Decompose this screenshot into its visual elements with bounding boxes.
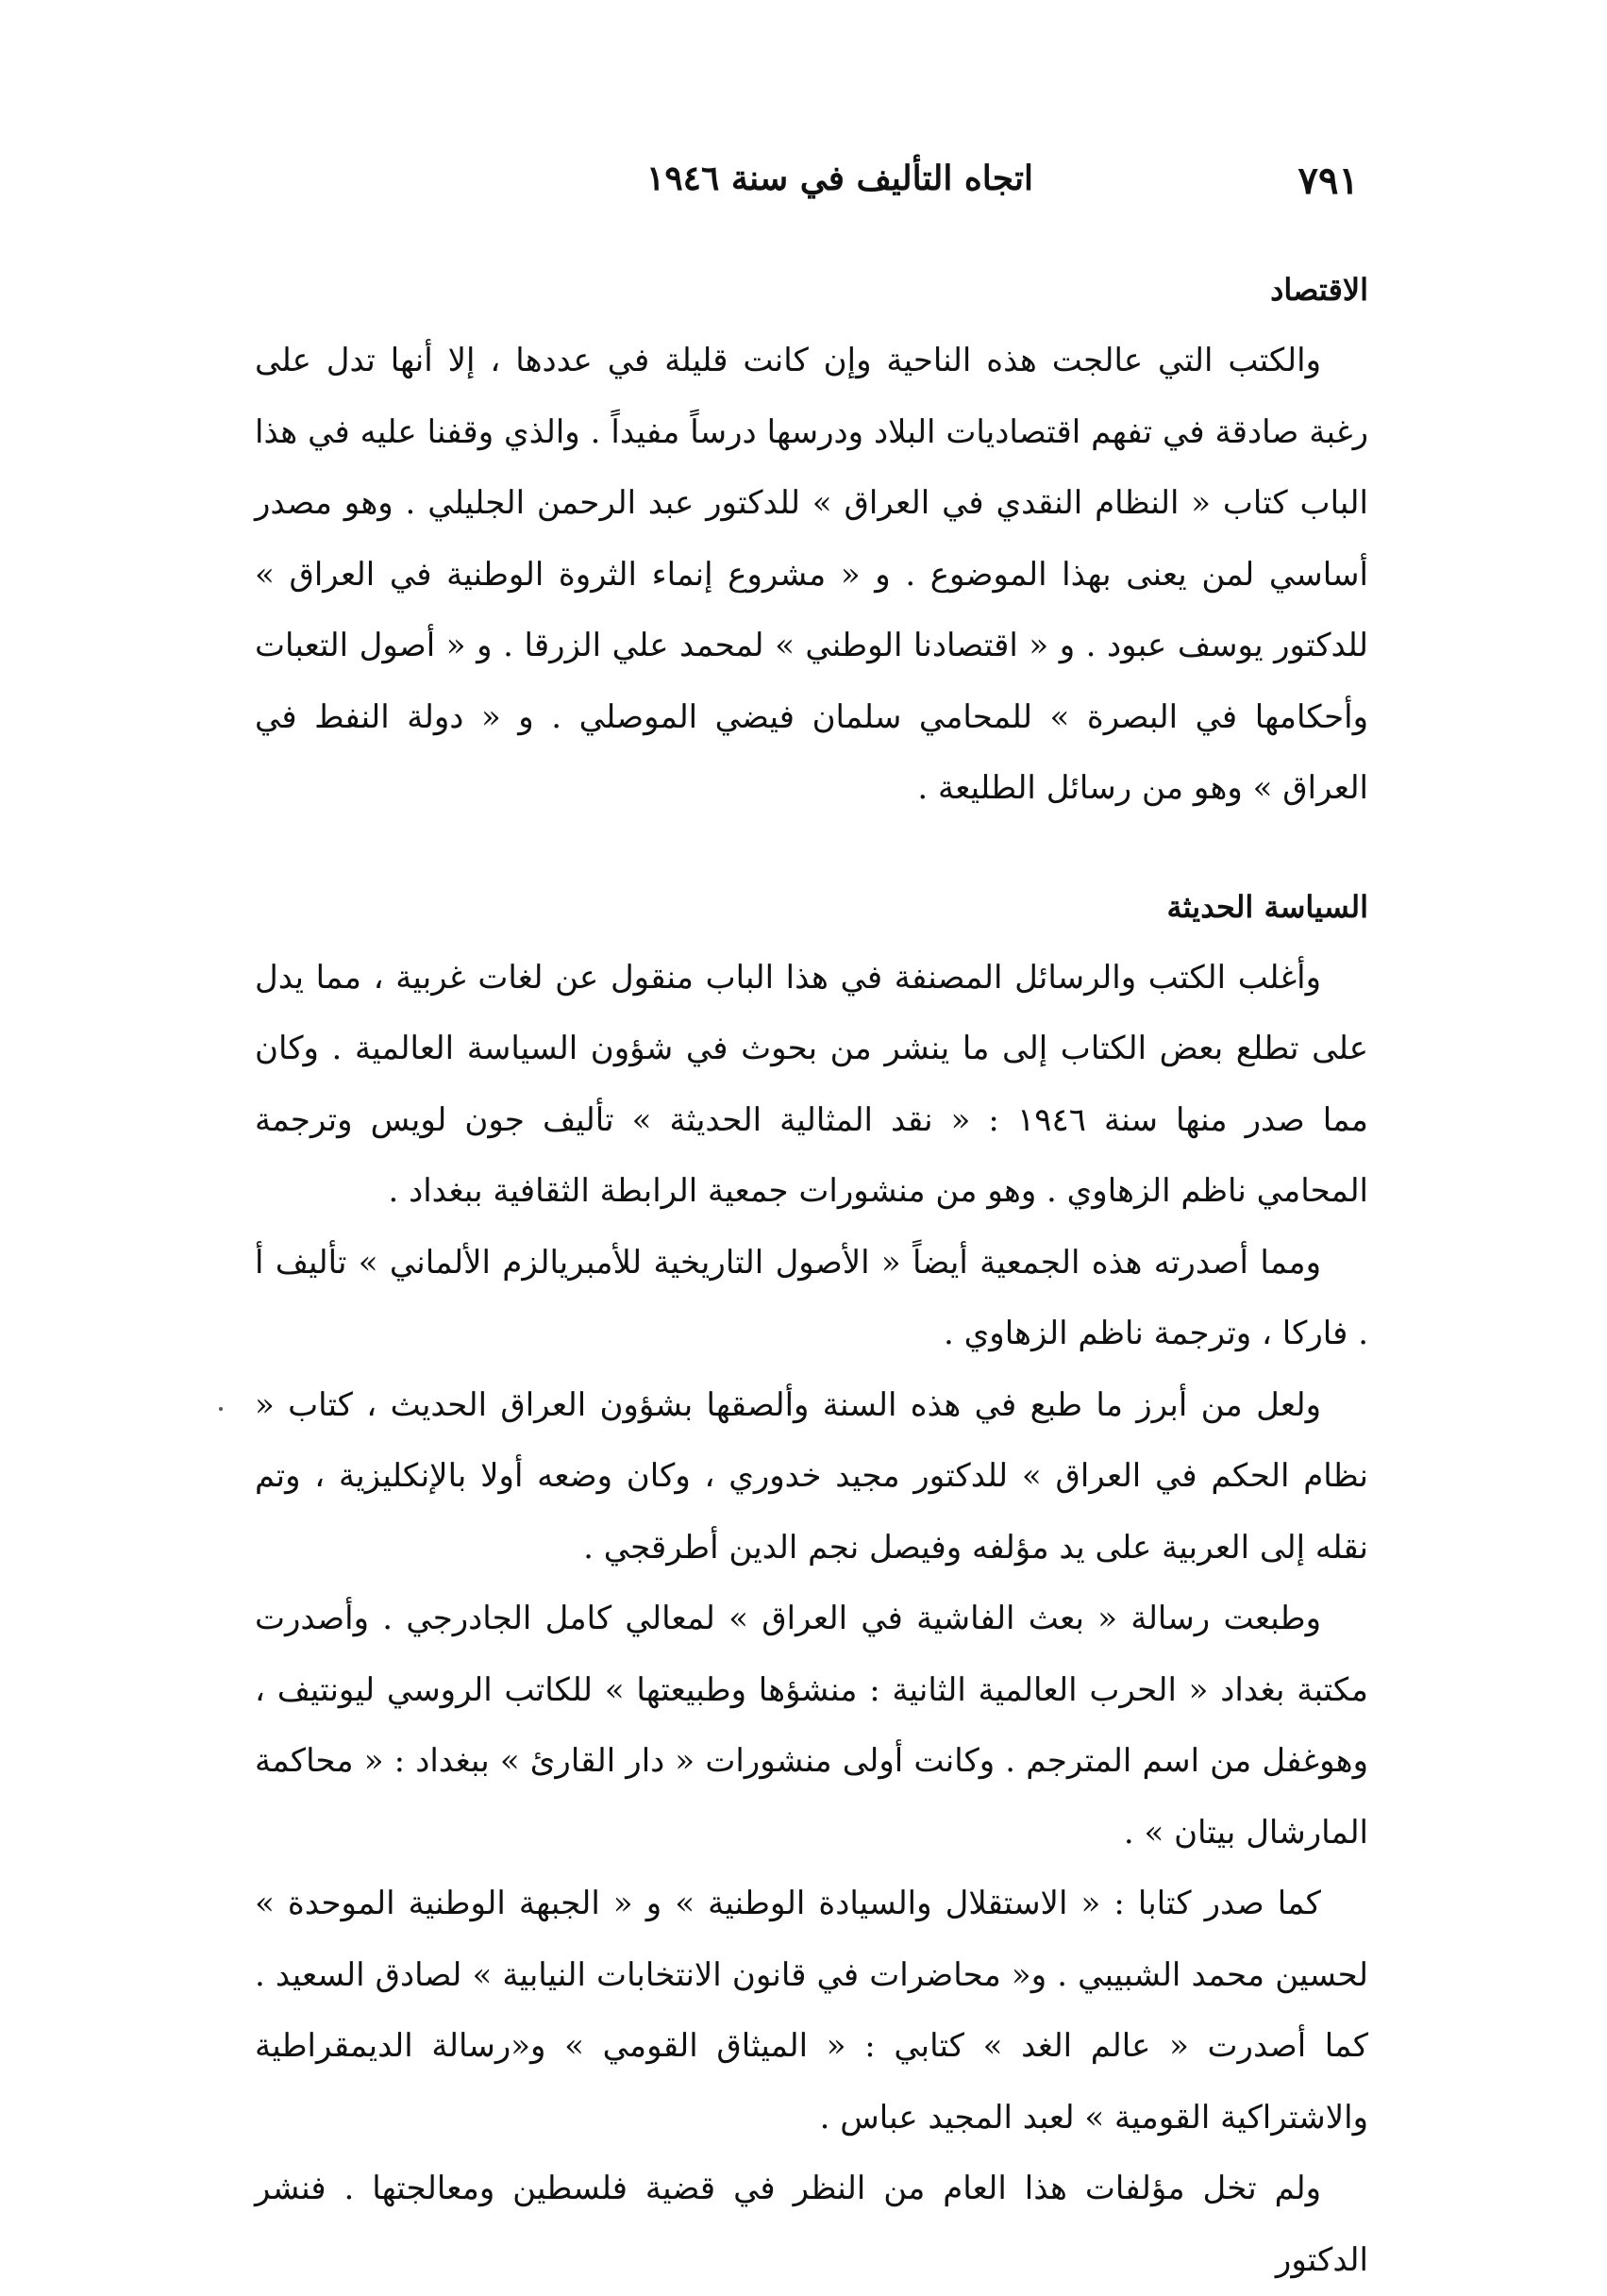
paragraph-politics-3: ولعل من أبرز ما طبع في هذه السنة وألصقها بشؤون العراق الحديث ، كتاب « نظام الحكم في العراق » للدكتور مجيد خدوري ، وكان وضعه أولا بالإنكليزية ، وتم نقله إلى العربية على يد مؤلفه وفيصل نجم الدين أطرقجي . xyxy=(255,1385,1368,1567)
paragraph-politics-5: كما صدر كتابا : « الاستقلال والسيادة الوطنية » و « الجبهة الوطنية الموحدة » لحسين محمد الشبيبي . و« محاضرات في قانون الانتخابات النيابية » لصادق السعيد . كما أصدرت « عالم الغد » كتابي : « الميثاق القومي » و«رسالة الديمقراطية والاشتراكية القومية » لعبد المجيد عباس . xyxy=(255,1885,1368,2137)
paragraph-politics-2: ومما أصدرته هذه الجمعية أيضاً « الأصول التاريخية للأمبريالزم الألماني » تأليف أ . فاركا ، وترجمة ناظم الزهاوي . xyxy=(255,1243,1368,1352)
running-header xyxy=(283,159,1359,215)
running-title: اتجاه التأليف في سنة ١٩٤٦ xyxy=(645,159,1033,198)
paragraph-economy: والكتب التي عالجت هذه الناحية وإن كانت قليلة في عددها ، إلا أنها تدل على رغبة صادقة في تفهم اقتصاديات البلاد ودرسها درساً مفيداً . والذي وقفنا عليه في هذا الباب كتاب « النظام النقدي في العراق » للدكتور عبد الرحمن الجليلي . وهو مصدر أساسي لمن يعنى بهذا الموضوع . و « مشروع إنماء الثروة الوطنية في العراق » للدكتور يوسف عبود . و « اقتصادنا الوطني » لمحمد علي الزرقا . و « أصول التعبات وأحكامها في البصرة » للمحامي سلمان فيضي الموصلي . و « دولة النفط في العراق » وهو من رسائل الطليعة . xyxy=(255,342,1368,807)
paragraph-politics-6: ولم تخل مؤلفات هذا العام من النظر في قضية فلسطين ومعالجتها . فنشر الدكتور xyxy=(255,2170,1368,2279)
paragraph-politics-1: وأغلب الكتب والرسائل المصنفة في هذا الباب منقول عن لغات غربية ، مما يدل على تطلع بعض الكتاب إلى ما ينشر من بحوث في شؤون السياسة العالمية . وكان مما صدر منها سنة ١٩٤٦ : « نقد المثالية الحديثة » تأليف جون لويس وترجمة المحامي ناظم الزهاوي . وهو من منشورات جمعية الرابطة الثقافية ببغداد . xyxy=(255,958,1368,1210)
page-number: ٧٩١ xyxy=(1297,159,1359,203)
section-heading-modern-politics: السياسة الحديثة xyxy=(1166,888,1368,925)
paragraph-politics-4: وطبعت رسالة « بعث الفاشية في العراق » لمعالي كامل الجادرجي . وأصدرت مكتبة بغداد « الحرب العالمية الثانية : منشؤها وطبيعتها » للكاتب الروسي ليونتيف ، وهوغفل من اسم المترجم . وكانت أولى منشورات « دار القارئ » ببغداد : « محاكمة المارشال بيتان » . xyxy=(255,1600,1368,1852)
section-heading-economy: الاقتصاد xyxy=(1270,272,1368,308)
section-spacer xyxy=(255,825,1368,872)
scan-speck xyxy=(219,1407,223,1411)
page-body xyxy=(255,255,1368,2296)
